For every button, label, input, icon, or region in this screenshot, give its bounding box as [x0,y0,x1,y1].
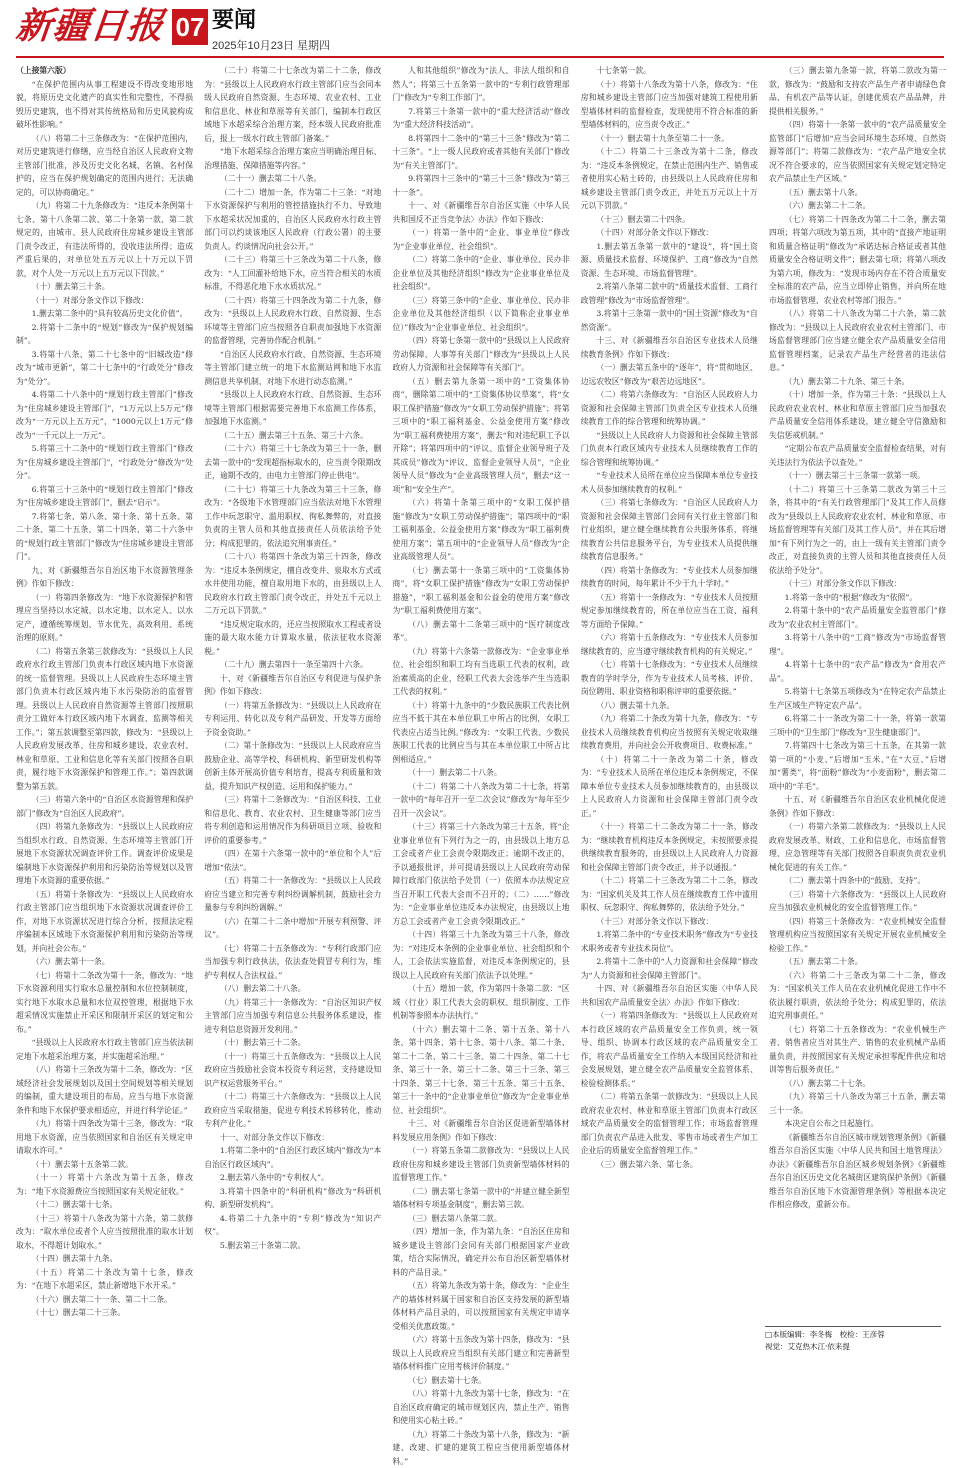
article-paragraph: （二十）将第二十七条改为第二十二条，修改为：“县级以上人民政府水行政主管部门应当会同本级人民政府自然资源、生态环境、农业农村、工业和信息化、林业和草原等有关部门，编制本行政区域地下水超采综合治理方案，经本级人民政府批准后，报上一级水行政主管部门备案。” [204,64,381,145]
article-paragraph: （二）将第五条第一款修改为：“县级以上人民政府农业农村、林业和草原主管部门负责本行政区域农产品质量安全的监督管理工作；市场监督管理部门负责农产品进入批发、零售市场或者生产加工企业后的质量安全监督管理工作。” [581,1090,758,1158]
article-subhead: （上接第六版） [16,64,193,78]
article-paragraph: （十三）对部分条文作以下修改： [769,577,946,591]
article-paragraph: （十一）将第二十二条改为第二十一条，修改为：“继续教育机构违反本条例规定，未按照要求提供继续教育服务的，由县级以上人民政府人力资源和社会保障主管部门责令改正，并予以通报。” [581,820,758,874]
article-paragraph: （十一）删去第三十三条第一款第一项。 [769,469,946,483]
article-paragraph: 3.将第十八条、第二十七条中的“旧城改造”修改为“城市更新”，第二十七条中的“行政处分”修改为“处分”。 [16,348,193,389]
article-paragraph: （十四）删去第十九条。 [16,1252,193,1266]
article-paragraph: （十）将第二十一条改为第二十条，修改为：“专业技术人员所在单位违反本条例规定，不保障本单位专业技术人员参加继续教育的，由县级以上人民政府人力资源和社会保障主管部门责令改正。” [581,753,758,821]
editor-credits [765,1326,941,1353]
article-paragraph: （二十七）将第三十九条改为第三十三条，修改为：“各级地下水管理部门应当依法对地下水管理工作中玩忽职守、滥用职权、徇私舞弊的，对直接负责的主管人员和其他直接责任人员依法给予处分；构成犯罪的，依法追究刑事责任。” [204,483,381,551]
article-paragraph: 6.将第二十一条改为第二十一条，将第一款第三项中的“卫生部门”修改为“卫生健康部门”。 [769,712,946,739]
article-paragraph: （十五）增加一款，作为第四十条第二款：“区域（行业）职工代表大会的职权、组织制度、工作机制等参照本办法执行。” [393,982,570,1023]
article-paragraph: （七）将第二十五条修改为：“农业机械生产者、销售者应当对其生产、销售的农业机械产品质量负责，并按照国家有关规定承担零配件供应和培训等售后服务责任。” [769,1023,946,1077]
article-paragraph: （八）删去第十九条。 [581,699,758,713]
article-paragraph: 十、对《新疆维吾尔自治区专利促进与保护条例》作如下修改： [204,672,381,699]
article-paragraph: （三）将第十六条修改为：“县级以上人民政府应当加强农业机械化的安全监督管理工作。” [769,888,946,915]
article-paragraph: （八）删去第二十七条。 [769,1077,946,1091]
article-paragraph: （九）将第三十八条改为第三十五条，删去第三十一条。 [769,1090,946,1117]
article-columns [16,64,946,1360]
article-paragraph: 5.删去第三十条第二款。 [204,1239,381,1253]
article-paragraph: （一）删去第五条中的“逐年”，将“贯彻地区、边远农牧区”修改为“艰苦边远地区”。 [581,361,758,388]
article-paragraph: （四）将第三十条修改为：“农业机械安全监督管理机构应当按照国家有关规定开展农业机械安全检验工作。” [769,915,946,956]
article-paragraph: （七）将第二十四条改为第二十二条，删去第四项；将第六项改为第五项，其中的“直接产地证明和质量合格证明”修改为“承诺达标合格证或者其他质量安全合格证明文件”；删去第七项；将第八项改为第六项，修改为：“发现市场内存在不符合质量安全标准的农产品，应当立即停止销售，并向所在地市场监督管理、农业农村等部门报告。” [769,213,946,308]
visual-credit-line: 视觉：艾克热木江·依来提 [765,1341,941,1353]
article-paragraph: （六）将第十条第三项中的“女职工保护措施”修改为“女职工劳动保护措施”；第四项中的“职工福利基金、公益金使用方案”修改为“职工福利费使用方案”；第五项中的“企业领导人员”修改为“企业高级管理人员”。 [393,496,570,564]
article-paragraph: （八）将第二十三条修改为：“在保护范围内，对历史建筑进行修缮，应当经自治区人民政府文物主管部门批准，涉及历史文化名城、名镇、名村保护的，应当在保护规划确定的范围内进行；无法确定的，可以协商确定。” [16,132,193,200]
article-paragraph: （二十三）将第三十三条改为第二十八条，修改为：“人工回灌补给地下水，应当符合相关的水质标准，不得恶化地下水水质状况。” [204,253,381,294]
article-paragraph: （十一）将第十六条改为第十五条，修改为：“地下水资源费应当按照国家有关规定征收。” [16,1171,193,1198]
article-paragraph: （二十二）增加一条，作为第二十三条：“对地下水资源保护与利用的管控措施执行不力、导致地下水超采状况加重的，自治区人民政府水行政主管部门可以约谈该地区人民政府（行政公署）的主要负责人。约谈情况向社会公开。” [204,186,381,254]
article-paragraph: （三）将第十二条修改为：“自治区科技、工业和信息化、教育、农业农村、卫生健康等部门应当将专利创造和运用情况作为科研项目立项、验收和评价的重要参考。” [204,793,381,847]
article-paragraph: 1.将第一条中的“根据”修改为“依照”。 [769,591,946,605]
text-column [393,64,570,1360]
article-paragraph: （四）将第九条修改为：“县级以上人民政府应当组织水行政、自然资源、生态环境等主管部门开展地下水资源状况调查评价工作。调查评价成果是编制地下水资源保护利用和污染防治等规划以及管理地下水资源的重要依据。” [16,820,193,888]
article-paragraph: （七）删去第十一条第三项中的“工资集体协商”，将“女职工保护措施”修改为“女职工劳动保护措施”，“职工福利基金和公益金的使用方案”修改为“职工福利费使用方案”。 [393,564,570,618]
article-paragraph: 5.将第三十二条中的“规划行政主管部门”修改为“住房城乡建设主管部门”，“行政处分”修改为“处分”。 [16,442,193,483]
article-paragraph: （十二）将第二十三条改为第十二条，修改为：“违反本条例规定，在禁止范围内生产、销售或者使用实心粘土砖的，由县级以上人民政府住房和城乡建设主管部门责令改正，并处五万元以上十万元以下罚款。” [581,145,758,213]
article-paragraph: 十四、对《新疆维吾尔自治区实施〈中华人民共和国农产品质量安全法〉办法》作如下修改： [581,982,758,1009]
article-paragraph: （一）将第六条第二款修改为：“县级以上人民政府发展改革、财政、工业和信息化、市场监督管理、应急管理等有关部门按照各自职责负责农业机械化促进的有关工作。” [769,820,946,874]
article-paragraph: （二十四）将第三十四条改为第二十九条，修改为：“县级以上人民政府水行政、自然资源、生态环境等主管部门应当按照各自职责加强地下水资源的监督管理，完善协作配合机制。” [204,294,381,348]
article-paragraph: （十二）将第二十八条改为第二十七条，将第一款中的“每年召开一至二次会议”修改为“每年至少召开一次会议”。 [393,780,570,821]
article-paragraph: （十）删去第三十条。 [16,280,193,294]
article-paragraph: 九、对《新疆维吾尔自治区地下水资源管理条例》作如下修改： [16,564,193,591]
article-paragraph: （十三）删去第二十四条。 [581,213,758,227]
article-paragraph: “地下水超采综合治理方案应当明确治理目标、治理措施、保障措施等内容。” [204,145,381,172]
article-paragraph: （九）删去第二十九条、第三十条。 [769,375,946,389]
article-paragraph: （九）将第十六条第一款修改为：“企业事业单位、社会组织和职工均有当选职工代表的权利，政治素质高的企业，经职工代表大会选举产生当选职工代表的权利。” [393,645,570,699]
article-paragraph: （五）删去第二十条。 [769,955,946,969]
article-paragraph: （十）删去第三十二条。 [204,1036,381,1050]
article-paragraph: （七）删去第十七条。 [393,1374,570,1388]
article-paragraph: 1.删去第二条中的“具有较高历史文化价值”。 [16,307,193,321]
article-paragraph: 4.将第二十八条中的“规划行政主管部门”修改为“住房城乡建设主管部门”，“1万元以上5万元”修改为“一万元以上五万元”，“1000元以上1万元”修改为“一千元以上一万元”。 [16,388,193,442]
header-divider [16,56,944,58]
article-paragraph: （十一）将第三十五条修改为：“县级以上人民政府应当鼓励社会资本投资专利运营，支持建设知识产权运营服务平台。” [204,1050,381,1091]
article-paragraph: （四）将第十一条第一款中的“农产品质量安全监管部门”后增加“应当会同环境生态环境、自然资源等部门”；将第二款修改为：“农产品产地安全状况不符合要求的，应当依照国家有关规定划定特定农产品禁止生产区域。” [769,118,946,186]
article-paragraph: 本决定自公布之日起施行。 [769,1117,946,1131]
article-paragraph: （二十八）将第四十条改为第三十四条，修改为：“违反本条例规定，擅自改变井、泉取水方式或水井使用功能，擅自取用地下水的，由县级以上人民政府水行政主管部门责令改正，并处五千元以上二万元以下罚款。” [204,550,381,618]
article-paragraph: 十一、对《新疆维吾尔自治区实施〈中华人民共和国反不正当竞争法〉办法》作如下修改： [393,199,570,226]
article-paragraph: “在保护范围内从事工程建设不得改变地形地貌，将原历史文化遗产的真实性和完整性，不得损毁历史建筑，也不得对其传统格局和历史风貌构成破坏性影响。” [16,78,193,132]
article-paragraph: （十一）删去第二十八条。 [393,766,570,780]
article-paragraph: （八）删去第十二条第三项中的“医疗制度改革”。 [393,618,570,645]
article-paragraph: “专业技术人员所在单位应当保障本单位专业技术人员参加继续教育的权利。” [581,469,758,496]
section-title: 要闻 [212,8,256,34]
article-paragraph: （二）将第五条第三款修改为：“县级以上人民政府水行政主管部门负责本行政区域内地下水资源的统一监督管理。县级以上人民政府生态环境主管部门负责本行政区域内地下水污染防治的监督管理。县级以上人民政府自然资源等主管部门按照职责分工做好本行政区域内地下水调查、监测等相关工作。”；第五款调整至第四款，修改为：“县级以上人民政府发展改革、住房和城乡建设、农业农村、林业和草原、工业和信息化等有关部门按照各自职责，履行地下水资源保护和管理工作。”；第四款调整为第五款。 [16,645,193,794]
article-paragraph: （一）将第五条修改为：“县级以上人民政府在专利运用、转化以及专利产品研发、开发等方面给予资金资助。” [204,699,381,740]
article-paragraph: （三）将第七条修改为：“自治区人民政府人力资源和社会保障主管部门会同有关行业主管部门和行业组织，建立健全继续教育公共服务体系，将继续教育公共信息服务平台，为专业技术人员提供继续教育信息服务。” [581,496,758,564]
article-paragraph: （六）将第十五条修改为：“专业技术人员参加继续教育的，应当遵守继续教育机构的有关规定。” [581,631,758,658]
article-paragraph: （五）将第十条修改为：“县级以上人民政府水行政主管部门应当组织地下水资源状况调查评价工作，对地下水资源状况进行综合分析，按照法定程序编制本区域地下水资源保护利用和污染防治等规划，并向社会公布。” [16,888,193,956]
article-paragraph: “违反规定取水的，还应当按照取水工程或者设施的最大取水能力计算取水量，依法征收水资源税。” [204,618,381,659]
article-paragraph: 3.将第十八条中的“工商”修改为“市场监督管理”。 [769,631,946,658]
article-paragraph: （十）增加一条，作为第三十条：“县级以上人民政府农业农村、林业和草原主管部门应当加强农产品质量安全信用体系建设，建立健全守信激励和失信惩戒机制。” [769,388,946,442]
article-paragraph: 5.将第十七条第五项修改为“在特定农产品禁止生产区域生产特定农产品”。 [769,685,946,712]
article-paragraph: （一）将第五条第二款修改为：“县级以上人民政府住房和城乡建设主管部门负责新型墙体材料的监督管理工作。” [393,1144,570,1185]
page-number: 07 [172,9,208,45]
article-paragraph: （二十六）将第三十七条改为第三十一条，删去第一款中的“发现超指标取水的，应当责令限期改正，逾期不改的，由电力主管部门停止供电”。 [204,442,381,483]
article-paragraph: （三）删去第九条第一款，将第二款改为第一款，修改为：“鼓励和支持农产品生产者申请绿色食品、有机农产品等认证，创建优质农产品品牌，并提供相关服务。” [769,64,946,118]
article-paragraph: （三）删去第六条、第七条。 [581,1158,758,1172]
article-paragraph: （五）将第九条改为第十条，修改为：“企业生产的墙体材料属于国家和自治区支持发展的新型墙体材料产品目录的，可以按照国家有关规定申请享受相关优惠政策。” [393,1279,570,1333]
article-paragraph: 8.将第四十二条中的“第三十三条”修改为“第二十三条”。“上一级人民政府或者其他有关部门”修改为“有关主管部门”。 [393,132,570,173]
article-paragraph: （十）将第十九条中的“少数民族职工代表比例应当不低于其在本单位职工中所占的比例，女职工代表应占适当比例。”修改为：“女职工代表、少数民族职工代表的比例应当与其在本单位职工中所占比例相适应。” [393,699,570,767]
article-paragraph: 2.删去第八条中的“专利权人”。 [204,1171,381,1185]
article-paragraph: （二）删去第七条第一款中的“并建立健全新型墙体材料专项基金制度”，删去第三款。 [393,1185,570,1212]
newspaper-logo: 新疆日报 [14,4,167,48]
article-paragraph: （八）将第十三条改为第十二条，修改为：“区域经济社会发展规划以及国土空间规划等相关规划的编制，重大建设项目的布局，应当与地下水资源条件和地下水保护要求相适应，并进行科学论证。” [16,1063,193,1117]
article-paragraph: 6.将第三十三条中的“规划行政主管部门”修改为“住房城乡建设主管部门”，删去“启示”。 [16,483,193,510]
text-column [769,64,946,1360]
article-paragraph: （八）删去第二十八条。 [204,982,381,996]
article-paragraph: （三）将第三条中的“企业、事业单位、民办非企业单位及其他经济组织（以下简称企业事业单位）”修改为“企业事业单位、社会组织”。 [393,294,570,335]
article-paragraph: 3.将第十四条中的“科研机构”修改为“科研机构、新型研发机构”。 [204,1185,381,1212]
article-paragraph: （四）将第十条修改为：“专业技术人员参加继续教育的时间，每年累计不少于九十学时。” [581,564,758,591]
article-paragraph: （十）将第十八条改为第十八条，修改为：“住房和城乡建设主管部门应当加强对建筑工程使用新型墙体材料的监督检查，发现使用不符合标准的新型墙体材料的，应当责令改正。” [581,78,758,132]
page-header [0,0,960,58]
article-paragraph: （三）将第六条中的“自治区水资源管理和保护部门”修改为“自治区人民政府”。 [16,793,193,820]
article-paragraph: （二十九）删去第四十一条至第四十六条。 [204,658,381,672]
article-paragraph: （九）将第十四条改为第十三条，修改为：“取用地下水资源，应当依照国家和自治区有关规定申请取水许可。” [16,1117,193,1158]
article-paragraph: （二十一）删去第二十八条。 [204,172,381,186]
text-column [581,64,758,1360]
article-paragraph: （三）删去第八条第二款。 [393,1212,570,1226]
article-paragraph: （十二）将第三十三条第二款改为第三十三条，将其中的“有关行政管理部门”及其工作人员修改为“县级以上人民政府农业农村、林业和草原、市场监督管理等有关部门及其工作人员”，并在其后增加“有下列行为之一的，由上一级有关主管部门责令改正，对直接负责的主管人员和其他直接责任人员依法给予处分”。 [769,483,946,578]
article-paragraph: 9.将第四十三条中的“第三十三条”修改为“第三十一条”。 [393,172,570,199]
article-paragraph: （二）删去第十四条中的“鼓励、支持”。 [769,874,946,888]
article-paragraph: （五）删去第九条第一项中的“工资集体协商”，删除第二项中的“工资集体协议草案”，将“女职工保护措施”修改为“女职工劳动保护措施”；将第三项中的“职工福利基金、公益金使用方案”修改为“职工福利费使用方案”，删去“和对违纪职工予以开除”；将第四项中的“评议、监督企业领导班子及其成员”修改为“评议、监督企业领导人员”，“企业领导人员”修改为“企业高级管理人员”，删去“这一项”和“安全生产”。 [393,375,570,497]
article-paragraph: 4.将第十七条中的“农产品”修改为“食用农产品”。 [769,658,946,685]
article-paragraph: （十五）将第二十条改为第十七条，修改为：“在地下水超采区，禁止新增地下水开采。” [16,1266,193,1293]
article-paragraph: （七）将第二十五条修改为：“专利行政部门应当加强专利行政执法，依法查处假冒专利行为，维护专利权人合法权益。” [204,942,381,983]
article-paragraph: 7.将第七条、第八条、第十条、第十五条、第二十条、第二十五条、第二十四条、第二十六条中的“规划行政主管部门”修改为“住房城乡建设主管部门”。 [16,510,193,564]
article-paragraph: （十六）删去第二十一条、第二十二条。 [16,1293,193,1307]
article-paragraph: （一）将第四条修改为：“地下水资源保护和管理应当坚持以水定城、以水定地、以水定人、以水定产，遵循统筹规划、节水优先、高效利用、系统治理的原则。” [16,591,193,645]
article-paragraph: （六）删去第十一条。 [16,955,193,969]
article-paragraph: 2.将第十条中的“农产品质量安全监管部门”修改为“农业农村主管部门”。 [769,604,946,631]
article-paragraph: “定期公布农产品质量安全监督检查结果，对有关违法行为依法予以查处。” [769,442,946,469]
publication-date: 2025年10月23日 星期四 [212,37,330,53]
article-paragraph: （十二）将第三十六条修改为：“县级以上人民政府应当采取措施，促进专利技术转移转化，推动专利产业化。” [204,1090,381,1131]
article-paragraph: 2.将第十二条中的“规划”修改为“保护规划编制”。 [16,321,193,348]
article-paragraph: （十一）删去第十九条至第二十一条。 [581,132,758,146]
article-paragraph: （七）将第十二条改为第十一条，修改为：“地下水资源利用实行取水总量控制和水位控制制度，实行地下水取水总量和水位双控管理，根据地下水超采情况实施禁止开采区和限制开采区的划定和公布。” [16,969,193,1037]
article-paragraph: （六）将第二十三条改为第二十二条，修改为：“国家机关工作人员在农业机械化促进工作中不依法履行职责，依法给予处分；构成犯罪的，依法追究刑事责任。” [769,969,946,1023]
text-column [16,64,193,1360]
article-paragraph: （二）将第二条中的“企业、事业单位、民办非企业单位及其他经济组织”修改为“企业事业单位及社会组织”。 [393,253,570,294]
article-paragraph: 十三、对《新疆维吾尔自治区专业技术人员继续教育条例》作如下修改： [581,334,758,361]
article-paragraph: （十二）删去第十七条。 [16,1198,193,1212]
article-paragraph: （二）第十条修改为：“县级以上人民政府应当鼓励企业、高等学校、科研机构、新型研发机构等创新主体开展高价值专利培育，提高专利质量和效益，提升知识产权创造、运用和保护能力。” [204,739,381,793]
article-paragraph: （九）将第三十一条修改为：“自治区知识产权主管部门应当加强专利信息公共服务体系建设，推进专利信息资源开发利用。” [204,996,381,1037]
article-paragraph: （二）将第六条修改为：“自治区人民政府人力资源和社会保障主管部门负责全区专业技术人员继续教育工作的综合管理和统筹协调。” [581,388,758,429]
article-paragraph: （十三）对部分条文作以下修改： [581,915,758,929]
article-paragraph: （九）将第二十九条修改为：“违反本条例第十七条、第十八条第二款、第二十条第一款、第二款规定的，由城市、县人民政府住房城乡建设主管部门责令改正，有违法所得的，没收违法所得；造成严重后果的，对单位处五万元以上十万元以下罚款，对个人处一万元以上五万元以下罚款。” [16,199,193,280]
article-paragraph: （六）删去第二十二条。 [769,199,946,213]
article-paragraph: “自治区人民政府水行政、自然资源、生态环境等主管部门建立统一的地下水监测站网和地下水监测信息共享机制，对地下水进行动态监测。” [204,348,381,389]
article-paragraph: “县级以上人民政府人力资源和社会保障主管部门负责本行政区域内专业技术人员继续教育工作的综合管理和统筹协调。” [581,429,758,470]
article-paragraph: （十七）删去第二十三条。 [16,1306,193,1320]
article-paragraph: （一）将第一条中的“企业、事业单位”修改为“企业事业单位、社会组织”。 [393,226,570,253]
article-paragraph: （六）在第二十二条中增加“开展专利预警、评议”。 [204,915,381,942]
article-paragraph: （十三）将第三十六条改为第三十五条，将“企业事业单位有下列行为之一的，由县级以上地方总工会或者产业工会责令限期改正；逾期不改正的，予以通报批评，并可提请县级以上人民政府劳动保障行政部门依法给予处罚（一）依照本办法规定应当召开职工代表大会而不召开的；（二）……”修改为：“企业事业单位违反本办法规定，由县级以上地方总工会或者产业工会责令限期改正。” [393,820,570,928]
article-paragraph: （六）将第十五条改为第十四条，修改为：“县级以上人民政府应当组织有关部门建立和完善新型墙体材料推广应用考核评价制度。” [393,1333,570,1374]
article-paragraph: （十二）将第二十三条改为第二十二条，修改为：“国家机关及其工作人员在继续教育工作中滥用职权、玩忽职守、徇私舞弊的，依法给予处分。” [581,874,758,915]
article-paragraph: （五）将第二十一条修改为：“县级以上人民政府应当建立和完善专利纠纷调解机制，鼓励社会力量参与专利纠纷调解。” [204,874,381,915]
article-paragraph: 4.将第二十九条中的“专利”修改为“知识产权”。 [204,1212,381,1239]
article-paragraph: （十四）对部分条文作以下修改： [581,226,758,240]
article-paragraph: （九）将第二十条改为第十九条，修改为：“专业技术人员继续教育机构应当按照有关规定收取继续教育费用，并向社会公开收费项目、收费标准。” [581,712,758,753]
article-paragraph: （十）删去第十五条第二款。 [16,1158,193,1172]
article-paragraph: 1.删去第五条第一款中的“建设”，将“国土资源、质量技术监督、环境保护、工商”修改为“自然资源、生态环境、市场监督管理”。 [581,240,758,281]
article-paragraph: 2.将第八条第二款中的“质量技术监督、工商行政管理”修改为“市场监督管理”。 [581,280,758,307]
article-paragraph: （十四）将第三十九条改为第三十八条，修改为：“对违反本条例的企业事业单位、社会组织和个人，工会依法实施监督，对违反本条例规定的，县级以上人民政府有关部门依法予以处理。” [393,928,570,982]
article-paragraph: 7.将第四十七条改为第三十五条，在其第一款第一项的“小麦、”后增加“玉米、”在“大豆、”后增加“薯类”，将“面粉”修改为“小麦面粉”，删去第二项中的“羊毛”。 [769,739,946,793]
article-paragraph: （五）删去第十八条。 [769,186,946,200]
article-paragraph: “县级以上人民政府水行政主管部门应当依法制定地下水超采治理方案，并实施超采治理。” [16,1036,193,1063]
article-paragraph: 2.将第十二条中的“人力资源和社会保障”修改为“人力资源和社会保障主管部门”。 [581,955,758,982]
article-paragraph: 3.将第十三条第一款中的“国土资源”修改为“自然资源”。 [581,307,758,334]
article-paragraph: （四）增加一条，作为第九条：“自治区住房和城乡建设主管部门会同有关部门根据国家产业政策，结合实际情况，确定并公布自治区新型墙体材料的产品目录。” [393,1225,570,1279]
editor-line: □本版编辑：李冬梅 校检：王彦蓉 [765,1329,941,1341]
article-paragraph: （八）将第十九条改为第十七条，修改为：“在自治区政府确定的城市规划区内，禁止生产、销售和使用实心粘土砖。” [393,1387,570,1428]
article-paragraph: 人和其他组织”修改为“法人、非法人组织和自然人”；将第三十五条第一款中的“专利行政管理部门”修改为“专利工作部门”。 [393,64,570,105]
article-paragraph: 十三、对《新疆维吾尔自治区促进新型墙体材料发展应用条例》作如下修改： [393,1117,570,1144]
article-paragraph: 十七条第一款。 [581,64,758,78]
article-paragraph: （七）将第十七条修改为：“专业技术人员继续教育的学时学分，作为专业技术人员考核、评价、岗位聘用、职业资格和职称评审的重要依据。” [581,658,758,699]
article-paragraph: 1.将第二条中的“自治区行政区域内”修改为“本自治区行政区域内”。 [204,1144,381,1171]
article-paragraph: （四）将第七条第一款中的“县级以上人民政府劳动保障、人事等有关部门”修改为“县级以上人民政府人力资源和社会保障等有关部门”。 [393,334,570,375]
article-paragraph: （四）在第十六条第一款中的“单位和个人”后增加“依法”。 [204,847,381,874]
article-paragraph: “县级以上人民政府水行政、自然资源、生态环境等主管部门根据需要完善地下水监测工作体系，加强地下水监测。” [204,388,381,429]
article-paragraph: （十三）将第十八条改为第十六条，第二款修改为：“取水单位或者个人应当按照批准的取水计划取水，不得超计划取水。” [16,1212,193,1253]
article-paragraph: 十一、对部分条文作以下修改： [204,1131,381,1145]
article-paragraph: （二十五）删去第三十五条、第三十六条。 [204,429,381,443]
article-paragraph: （一）将第四条修改为：“县级以上人民政府对本行政区域的农产品质量安全工作负责，统一领导、组织、协调本行政区域的农产品质量安全工作，将农产品质量安全工作纳入本级国民经济和社会发展规划，建立健全农产品质量安全监管体系、检验检测体系。” [581,1009,758,1090]
article-paragraph: 7.将第三十条第一款中的“重大经济活动”修改为“重大经济科技活动”。 [393,105,570,132]
article-paragraph: （十一）对部分条文作以下修改： [16,294,193,308]
article-paragraph: （八）将第二十八条改为第二十六条，第二款修改为：“县级以上人民政府农业农村主管部门、市场监督管理部门应当建立健全农产品质量安全信用监督管理档案，记录农产品生产经营者的违法信息。” [769,307,946,375]
article-paragraph: 1.将第二条中的“专业技术职务”修改为“专业技术职务或者专业技术岗位”。 [581,928,758,955]
article-paragraph: （九）将第二十条改为第十八条，修改为：“新建、改建、扩建的建筑工程应当使用新型墙体材料。” [393,1428,570,1468]
article-paragraph: （十六）删去第十二条、第十五条、第十八条、第十四条、第十七条、第十八条、第二十条、第二十二条、第二十三条、第二十四条、第二十七条、第三十一条、第三十二条、第三十三条、第三十四条、第三十七条、第三十五条、第三十五条、第三十一条中的“企业事业单位”修改为“企业事业单位、社会组织”。 [393,1023,570,1118]
article-paragraph: 《新疆维吾尔自治区城市规划管理条例》《新疆维吾尔自治区实施〈中华人民共和国土地管理法〉办法》《新疆维吾尔自治区城乡规划条例》《新疆维吾尔自治区历史文化名城街区建筑保护条例》《新疆维吾尔自治区地下水资源管理条例》等根据本决定作相应修改，重新公布。 [769,1131,946,1212]
article-paragraph: 十五、对《新疆维吾尔自治区农业机械化促进条例》作如下修改： [769,793,946,820]
text-column [204,64,381,1360]
article-paragraph: （五）将第十一条修改为：“专业技术人员按照规定参加继续教育的，所在单位应当在工资、福利等方面给予保障。” [581,591,758,632]
